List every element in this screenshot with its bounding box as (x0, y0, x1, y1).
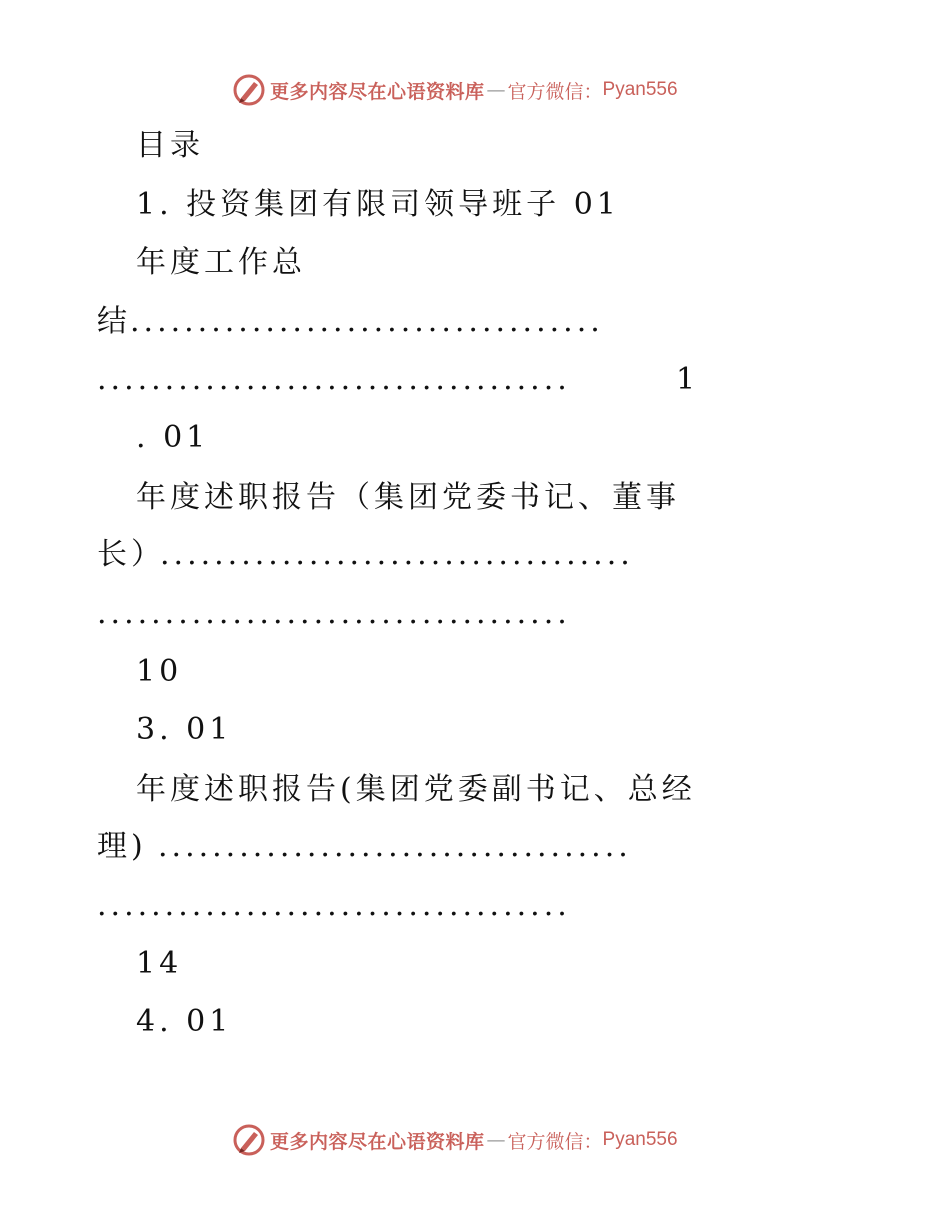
pen-logo-icon (232, 73, 266, 107)
watermark-dash: — (486, 1129, 506, 1151)
toc-entry-1-title-end: 结 (97, 304, 131, 339)
watermark-sub-text: 官方微信： (507, 1130, 603, 1153)
toc-heading: 目录 (136, 128, 204, 163)
watermark-dash: — (486, 79, 506, 101)
pen-logo-icon (232, 1123, 266, 1157)
watermark-sub-text: 官方微信： (507, 80, 603, 103)
watermark-wechat-id: Pyan556 (602, 1129, 678, 1150)
toc-entry-3-page: 14 (136, 946, 183, 981)
toc-entry-1-page: 1 (676, 362, 700, 397)
toc-entry-1-leader-cont: ................................... (97, 362, 571, 397)
toc-entry-1-title: 1. 投资集团有限司领导班子 01 (136, 187, 620, 222)
toc-entry-2-leader: ................................... (160, 537, 634, 572)
toc-entry-3-leader: ................................... (158, 829, 632, 864)
watermark-main-text: 更多内容尽在心语资料库 (270, 80, 485, 103)
toc-entry-3-number: 3. 01 (136, 712, 233, 747)
footer-watermark (232, 1120, 678, 1160)
toc-entry-1-leader: ................................... (130, 304, 604, 339)
header-watermark (232, 70, 678, 110)
toc-entry-2-number: . 01 (136, 420, 210, 455)
toc-entry-2-title-end: 长） (97, 537, 165, 572)
toc-entry-1-title-cont: 年度工作总 (136, 245, 306, 280)
watermark-wechat-id: Pyan556 (602, 79, 678, 100)
toc-entry-2-leader-cont: ................................... (97, 596, 571, 631)
toc-entry-3-title-end: 理) (97, 829, 147, 864)
toc-entry-3-leader-cont: ................................... (97, 888, 571, 923)
toc-entry-2-page: 10 (136, 654, 183, 689)
toc-entry-4-number: 4. 01 (136, 1004, 233, 1039)
watermark-main-text: 更多内容尽在心语资料库 (270, 1130, 485, 1153)
toc-entry-3-title: 年度述职报告(集团党委副书记、总经 (136, 772, 696, 807)
toc-entry-2-title: 年度述职报告（集团党委书记、董事 (136, 480, 680, 515)
